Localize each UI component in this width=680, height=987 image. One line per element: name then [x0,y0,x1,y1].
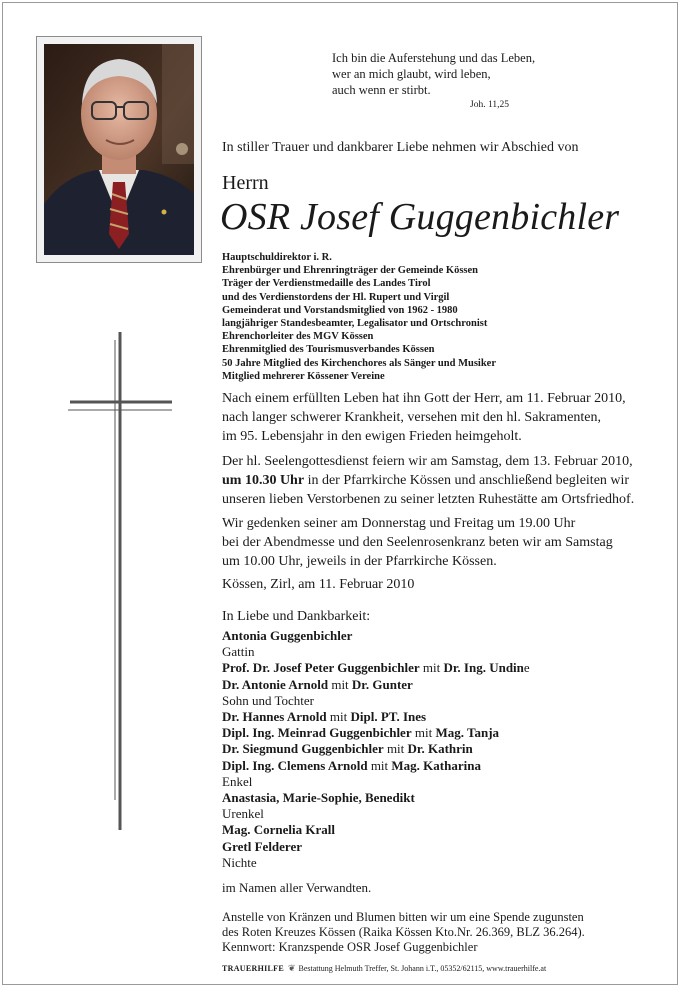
name: Dr. Gunter [351,676,413,692]
memorial-paragraph [222,514,613,571]
connector: mit [367,757,392,773]
title-line: Ehrenchorleiter des MGV Kössen [222,331,374,343]
family-member: Anastasia, Marie-Sophie, Benedikt [222,790,415,806]
title-line: Mitglied mehrerer Kössener Vereine [222,370,385,382]
name: Dr. Ing. Undin [443,660,524,676]
title-line: Gemeinderat und Vorstandsmitglied von 1962 - 1980 [222,304,458,316]
name: Dipl. Ing. Meinrad Guggenbichler [222,725,412,741]
connector: mit [383,741,408,757]
quote-reference: Joh. 11,25 [470,100,509,110]
name: Mag. Tanja [435,725,500,741]
quote-line: Ich bin die Auferstehung und das Leben, [332,51,536,65]
title-line: Hauptschuldirektor i. R. [222,252,332,263]
donation-line: Kennwort: Kranzspende OSR Josef Guggenbichler [222,940,478,954]
donation-request [222,910,585,955]
paragraph-line [222,471,634,490]
footer-brand: TRAUERHILFE [222,964,284,973]
name: Dr. Kathrin [407,741,473,757]
paragraph-line: Wir gedenken seiner am Donnerstag und Freitag um 19.00 Uhr [222,516,576,531]
deceased-name: OSR Josef Guggenbichler [220,196,620,238]
relation-label: Sohn und Tochter [222,692,315,708]
name: Dipl. PT. Ines [350,709,427,725]
cross-icon [60,320,180,845]
paragraph-line: im 95. Lebensjahr in den ewigen Frieden heimgeholt. [222,429,522,444]
title-line: 50 Jahre Mitglied des Kirchenchores als Sänger und Musiker [222,357,496,369]
intro-text: In stiller Trauer und dankbarer Liebe nehmen wir Abschied von [222,140,579,155]
name: Dr. Hannes Arnold [222,709,327,725]
name: Mag. Katharina [391,757,481,773]
donation-line: Anstelle von Kränzen und Blumen bitten wir um eine Spende zugunsten [222,910,584,924]
paragraph-line: Der hl. Seelengottesdienst feiern wir am Samstag, dem 13. Februar 2010, [222,454,633,469]
portrait-frame [36,36,202,263]
footer-text: Bestattung Helmuth Treffer, St. Johann i.T., 05352/62115, www.trauerhilfe.at [298,964,547,973]
service-time: um 10.30 Uhr [222,473,305,488]
connector: mit [419,660,444,676]
family-member: Antonia Guggenbichler [222,628,353,643]
paragraph-text: in der Pfarrkirche Kössen und anschließend begleiten wir [304,473,630,488]
leaf-icon: ❦ [287,963,296,973]
family-member [222,758,530,774]
connector: mit [328,676,352,692]
title-line: Träger der Verdienstmedaille des Landes Tirol [222,278,431,290]
funeral-service-paragraph [222,452,634,509]
place-date: Kössen, Zirl, am 11. Februar 2010 [222,577,415,592]
farewell-line: In Liebe und Dankbarkeit: [222,609,371,624]
family-member: Mag. Cornelia Krall [222,822,336,838]
salutation: Herrn [222,172,269,194]
relation-label: Nichte [222,854,257,870]
title-line: Ehrenbürger und Ehrenringträger der Gemeinde Kössen [222,265,478,277]
connector: mit [326,709,351,725]
name: Dipl. Ing. Clemens Arnold [222,757,368,773]
name: Dr. Antonie Arnold [222,676,329,692]
name: Prof. Dr. Josef Peter Guggenbichler [222,660,420,676]
footer [222,963,546,974]
name: Dr. Siegmund Guggenbichler [222,741,384,757]
paragraph-line: um 10.00 Uhr, jeweils in der Pfarrkirche Kössen. [222,554,497,569]
death-notice-paragraph [222,389,626,446]
family-member [222,660,530,676]
paragraph-line: bei der Abendmesse und den Seelenrosenkranz beten wir am Samstag [222,535,613,550]
family-member [222,725,530,741]
title-line: und des Verdienstordens der Hl. Rupert und Virgil [222,291,450,303]
title-line: langjähriger Standesbeamter, Legalisator und Ortschronist [222,318,488,330]
family-closing: im Namen aller Verwandten. [222,880,372,895]
relation-label: Enkel [222,773,253,789]
title-line: Ehrenmitglied des Tourismusverbandes Kössen [222,344,435,356]
family-member: Gretl Felderer [222,838,303,854]
family-list [222,628,530,871]
paragraph-line: unseren lieben Verstorbenen zu seiner letzten Ruhestätte am Ortsfriedhof. [222,492,635,507]
donation-line: des Roten Kreuzes Kössen (Raika Kössen Kto.Nr. 26.369, BLZ 36.264). [222,925,585,939]
relation-label: Gattin [222,644,255,660]
relation-label: Urenkel [222,806,264,822]
family-member [222,677,530,693]
quote-line: auch wenn er stirbt. [332,83,431,97]
quote-line: wer an mich glaubt, wird leben, [332,67,491,81]
name-suffix: e [523,660,530,676]
family-member [222,741,530,757]
paragraph-line: nach langer schwerer Krankheit, versehen mit den hl. Sakramenten, [222,410,602,425]
connector: mit [411,725,436,741]
honorary-titles [222,251,496,383]
paragraph-line: Nach einem erfüllten Leben hat ihn Gott der Herr, am 11. Februar 2010, [222,391,626,406]
bible-quote [332,50,535,98]
portrait-photo [44,44,194,255]
family-member [222,709,530,725]
